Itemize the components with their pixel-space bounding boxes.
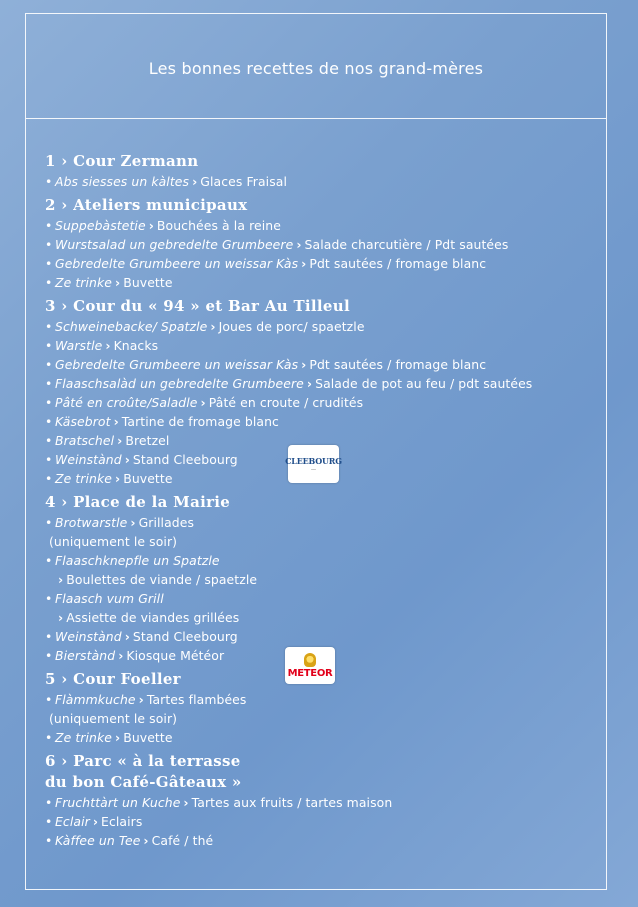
dish-name-alsatian: Flaasch vum Grill — [55, 591, 164, 606]
section-title: 2 › Ateliers municipaux — [45, 196, 248, 214]
dish-name-alsatian: Fruchttàrt un Kuche — [55, 795, 181, 810]
menu-section — [45, 195, 600, 292]
dish-name-french: Café / thé — [151, 833, 214, 848]
bullet-icon: • — [45, 452, 53, 467]
bullet-icon: • — [45, 692, 53, 707]
menu-item — [45, 831, 600, 850]
arrow-icon: › — [124, 452, 130, 467]
bullet-icon: • — [45, 833, 53, 848]
dish-name-french: Buvette — [123, 730, 173, 745]
menu-item — [45, 532, 600, 551]
dish-name-alsatian: Ze trinke — [55, 730, 112, 745]
arrow-icon: › — [117, 433, 123, 448]
section-title: 5 › Cour Foeller — [45, 670, 181, 688]
arrow-icon: › — [115, 275, 121, 290]
bullet-icon: • — [45, 275, 53, 290]
dish-name-alsatian: Gebredelte Grumbeere un weissar Kàs — [55, 256, 299, 271]
menu-item — [45, 254, 600, 273]
menu-section — [45, 151, 600, 191]
dish-name-french: Buvette — [123, 275, 173, 290]
bullet-icon: • — [45, 433, 53, 448]
bullet-icon: • — [45, 629, 53, 644]
dish-name-alsatian: Schweinebacke/ Spatzle — [55, 319, 208, 334]
menu-item — [45, 709, 600, 728]
menu-item — [45, 412, 600, 431]
dish-name-french: Salade charcutière / Pdt sautées — [304, 237, 509, 252]
menu-item — [45, 336, 600, 355]
arrow-icon: › — [301, 256, 307, 271]
dish-name-french: Tartes flambées — [146, 692, 247, 707]
menu-item — [45, 690, 600, 709]
menu-item — [45, 812, 600, 831]
arrow-icon: › — [200, 395, 206, 410]
dish-name-french: Grillades — [138, 515, 195, 530]
menu-item — [45, 627, 600, 646]
bullet-icon: • — [45, 553, 53, 568]
title-divider — [26, 118, 606, 119]
arrow-icon: › — [115, 471, 121, 486]
dish-name-alsatian: Pâté en croûte/Saladle — [55, 395, 198, 410]
bullet-icon: • — [45, 174, 53, 189]
dish-name-alsatian: Flaaschsalàd un gebredelte Grumbeere — [55, 376, 304, 391]
dish-name-french: Buvette — [123, 471, 173, 486]
dish-name-alsatian: Suppebàstetie — [55, 218, 146, 233]
dish-name-french: Glaces Fraisal — [200, 174, 288, 189]
arrow-icon: › — [92, 814, 99, 829]
menu-item — [45, 589, 600, 608]
meteor-logo-text: METEOR — [287, 667, 333, 679]
arrow-icon: › — [148, 218, 154, 233]
arrow-icon: › — [183, 795, 189, 810]
arrow-icon: › — [115, 730, 121, 745]
bullet-icon: • — [45, 357, 53, 372]
dish-name-french: Bretzel — [125, 433, 170, 448]
bullet-icon: • — [45, 376, 53, 391]
bullet-icon: • — [45, 814, 53, 829]
dish-name-alsatian: Eclair — [55, 814, 90, 829]
menu-item — [45, 374, 600, 393]
menu-item — [45, 235, 600, 254]
section-title-continued: du bon Café-Gâteaux » — [45, 773, 242, 791]
arrow-icon: › — [124, 629, 130, 644]
bullet-icon: • — [45, 515, 53, 530]
bullet-icon: • — [45, 319, 53, 334]
menu-content — [45, 151, 600, 854]
bullet-icon: • — [45, 795, 53, 810]
dish-name-alsatian: Weinstànd — [55, 452, 122, 467]
arrow-icon: › — [306, 376, 313, 391]
dish-name-alsatian: Gebredelte Grumbeere un weissar Kàs — [55, 357, 299, 372]
dish-name-french: Assiette de viandes grillées — [66, 610, 240, 625]
menu-item — [45, 355, 600, 374]
arrow-icon: › — [113, 414, 119, 429]
dish-name-alsatian: Wurstsalad un gebredelte Grumbeere — [55, 237, 294, 252]
bullet-icon: • — [45, 237, 53, 252]
dish-name-alsatian: Kàffee un Tee — [55, 833, 141, 848]
arrow-icon: › — [296, 237, 302, 252]
dish-name-alsatian: Brotwarstle — [55, 515, 128, 530]
arrow-icon: › — [301, 357, 307, 372]
section-title: 1 › Cour Zermann — [45, 152, 199, 170]
section-title: 4 › Place de la Mairie — [45, 493, 231, 511]
dish-name-french: Pdt sautées / fromage blanc — [309, 357, 487, 372]
dish-name-alsatian: Flàmmkuche — [55, 692, 136, 707]
dish-name-french: Kiosque Météor — [126, 648, 225, 663]
menu-item — [45, 728, 600, 747]
menu-item — [45, 273, 600, 292]
menu-item — [45, 216, 600, 235]
dish-name-french: Tartine de fromage blanc — [121, 414, 279, 429]
dish-name-french: Stand Cleebourg — [132, 452, 238, 467]
dish-name-alsatian: Abs siesses un kàltes — [55, 174, 190, 189]
dish-name-alsatian: Käsebrot — [55, 414, 111, 429]
section-title: 3 › Cour du « 94 » et Bar Au Tilleul — [45, 297, 350, 315]
bullet-icon: • — [45, 414, 53, 429]
dish-name-french: Salade de pot au feu / pdt sautées — [315, 376, 533, 391]
cleebourg-logo — [285, 445, 342, 483]
dish-name-french: Pdt sautées / fromage blanc — [309, 256, 487, 271]
dish-name-alsatian: Warstle — [55, 338, 103, 353]
bullet-icon: • — [45, 648, 53, 663]
arrow-icon: › — [118, 648, 124, 663]
arrow-icon: › — [130, 515, 136, 530]
bullet-icon: • — [45, 218, 53, 233]
menu-item — [45, 570, 600, 589]
meteor-badge-icon — [304, 653, 316, 667]
dish-name-french: Bouchées à la reine — [156, 218, 281, 233]
arrow-icon: › — [138, 692, 144, 707]
menu-item — [45, 793, 600, 812]
dish-name-french: (uniquement le soir) — [49, 534, 178, 549]
arrow-icon: › — [105, 338, 111, 353]
bullet-icon: • — [45, 730, 53, 745]
page-title: Les bonnes recettes de nos grand-mères — [148, 59, 484, 78]
dish-name-alsatian: Weinstànd — [55, 629, 122, 644]
bullet-icon: • — [45, 256, 53, 271]
dish-name-alsatian: Bratschel — [55, 433, 115, 448]
bullet-icon: • — [45, 338, 53, 353]
arrow-icon: › — [192, 174, 198, 189]
dish-name-alsatian: Flaaschknepfle un Spatzle — [55, 553, 220, 568]
menu-section — [45, 492, 600, 665]
dish-name-french: Knacks — [113, 338, 159, 353]
dish-name-alsatian: Ze trinke — [55, 275, 112, 290]
menu-item — [45, 551, 600, 570]
menu-item — [45, 608, 600, 627]
dish-name-french: Joues de porc/ spaetzle — [218, 319, 365, 334]
section-title: 6 › Parc « à la terrasse — [45, 752, 241, 770]
dish-name-french: Stand Cleebourg — [132, 629, 238, 644]
dish-name-french: (uniquement le soir) — [49, 711, 178, 726]
menu-item — [45, 317, 600, 336]
arrow-icon: › — [143, 833, 149, 848]
dish-name-french: Eclairs — [101, 814, 143, 829]
bullet-icon: • — [45, 395, 53, 410]
menu-item — [45, 393, 600, 412]
dish-name-alsatian: Ze trinke — [55, 471, 112, 486]
menu-item — [45, 513, 600, 532]
meteor-logo — [285, 647, 335, 684]
menu-item — [45, 172, 600, 191]
dish-name-french: Tartes aux fruits / tartes maison — [191, 795, 393, 810]
arrow-icon: › — [58, 610, 64, 625]
arrow-icon: › — [58, 572, 64, 587]
cleebourg-logo-text: CLEEBOURG — [285, 456, 342, 466]
menu-section — [45, 751, 600, 850]
dish-name-french: Pâté en croute / crudités — [208, 395, 364, 410]
arrow-icon: › — [210, 319, 216, 334]
bullet-icon: • — [45, 471, 53, 486]
dish-name-french: Boulettes de viande / spaetzle — [66, 572, 258, 587]
cleebourg-logo-sub: ── — [311, 467, 316, 472]
bullet-icon: • — [45, 591, 53, 606]
dish-name-alsatian: Bierstànd — [55, 648, 116, 663]
